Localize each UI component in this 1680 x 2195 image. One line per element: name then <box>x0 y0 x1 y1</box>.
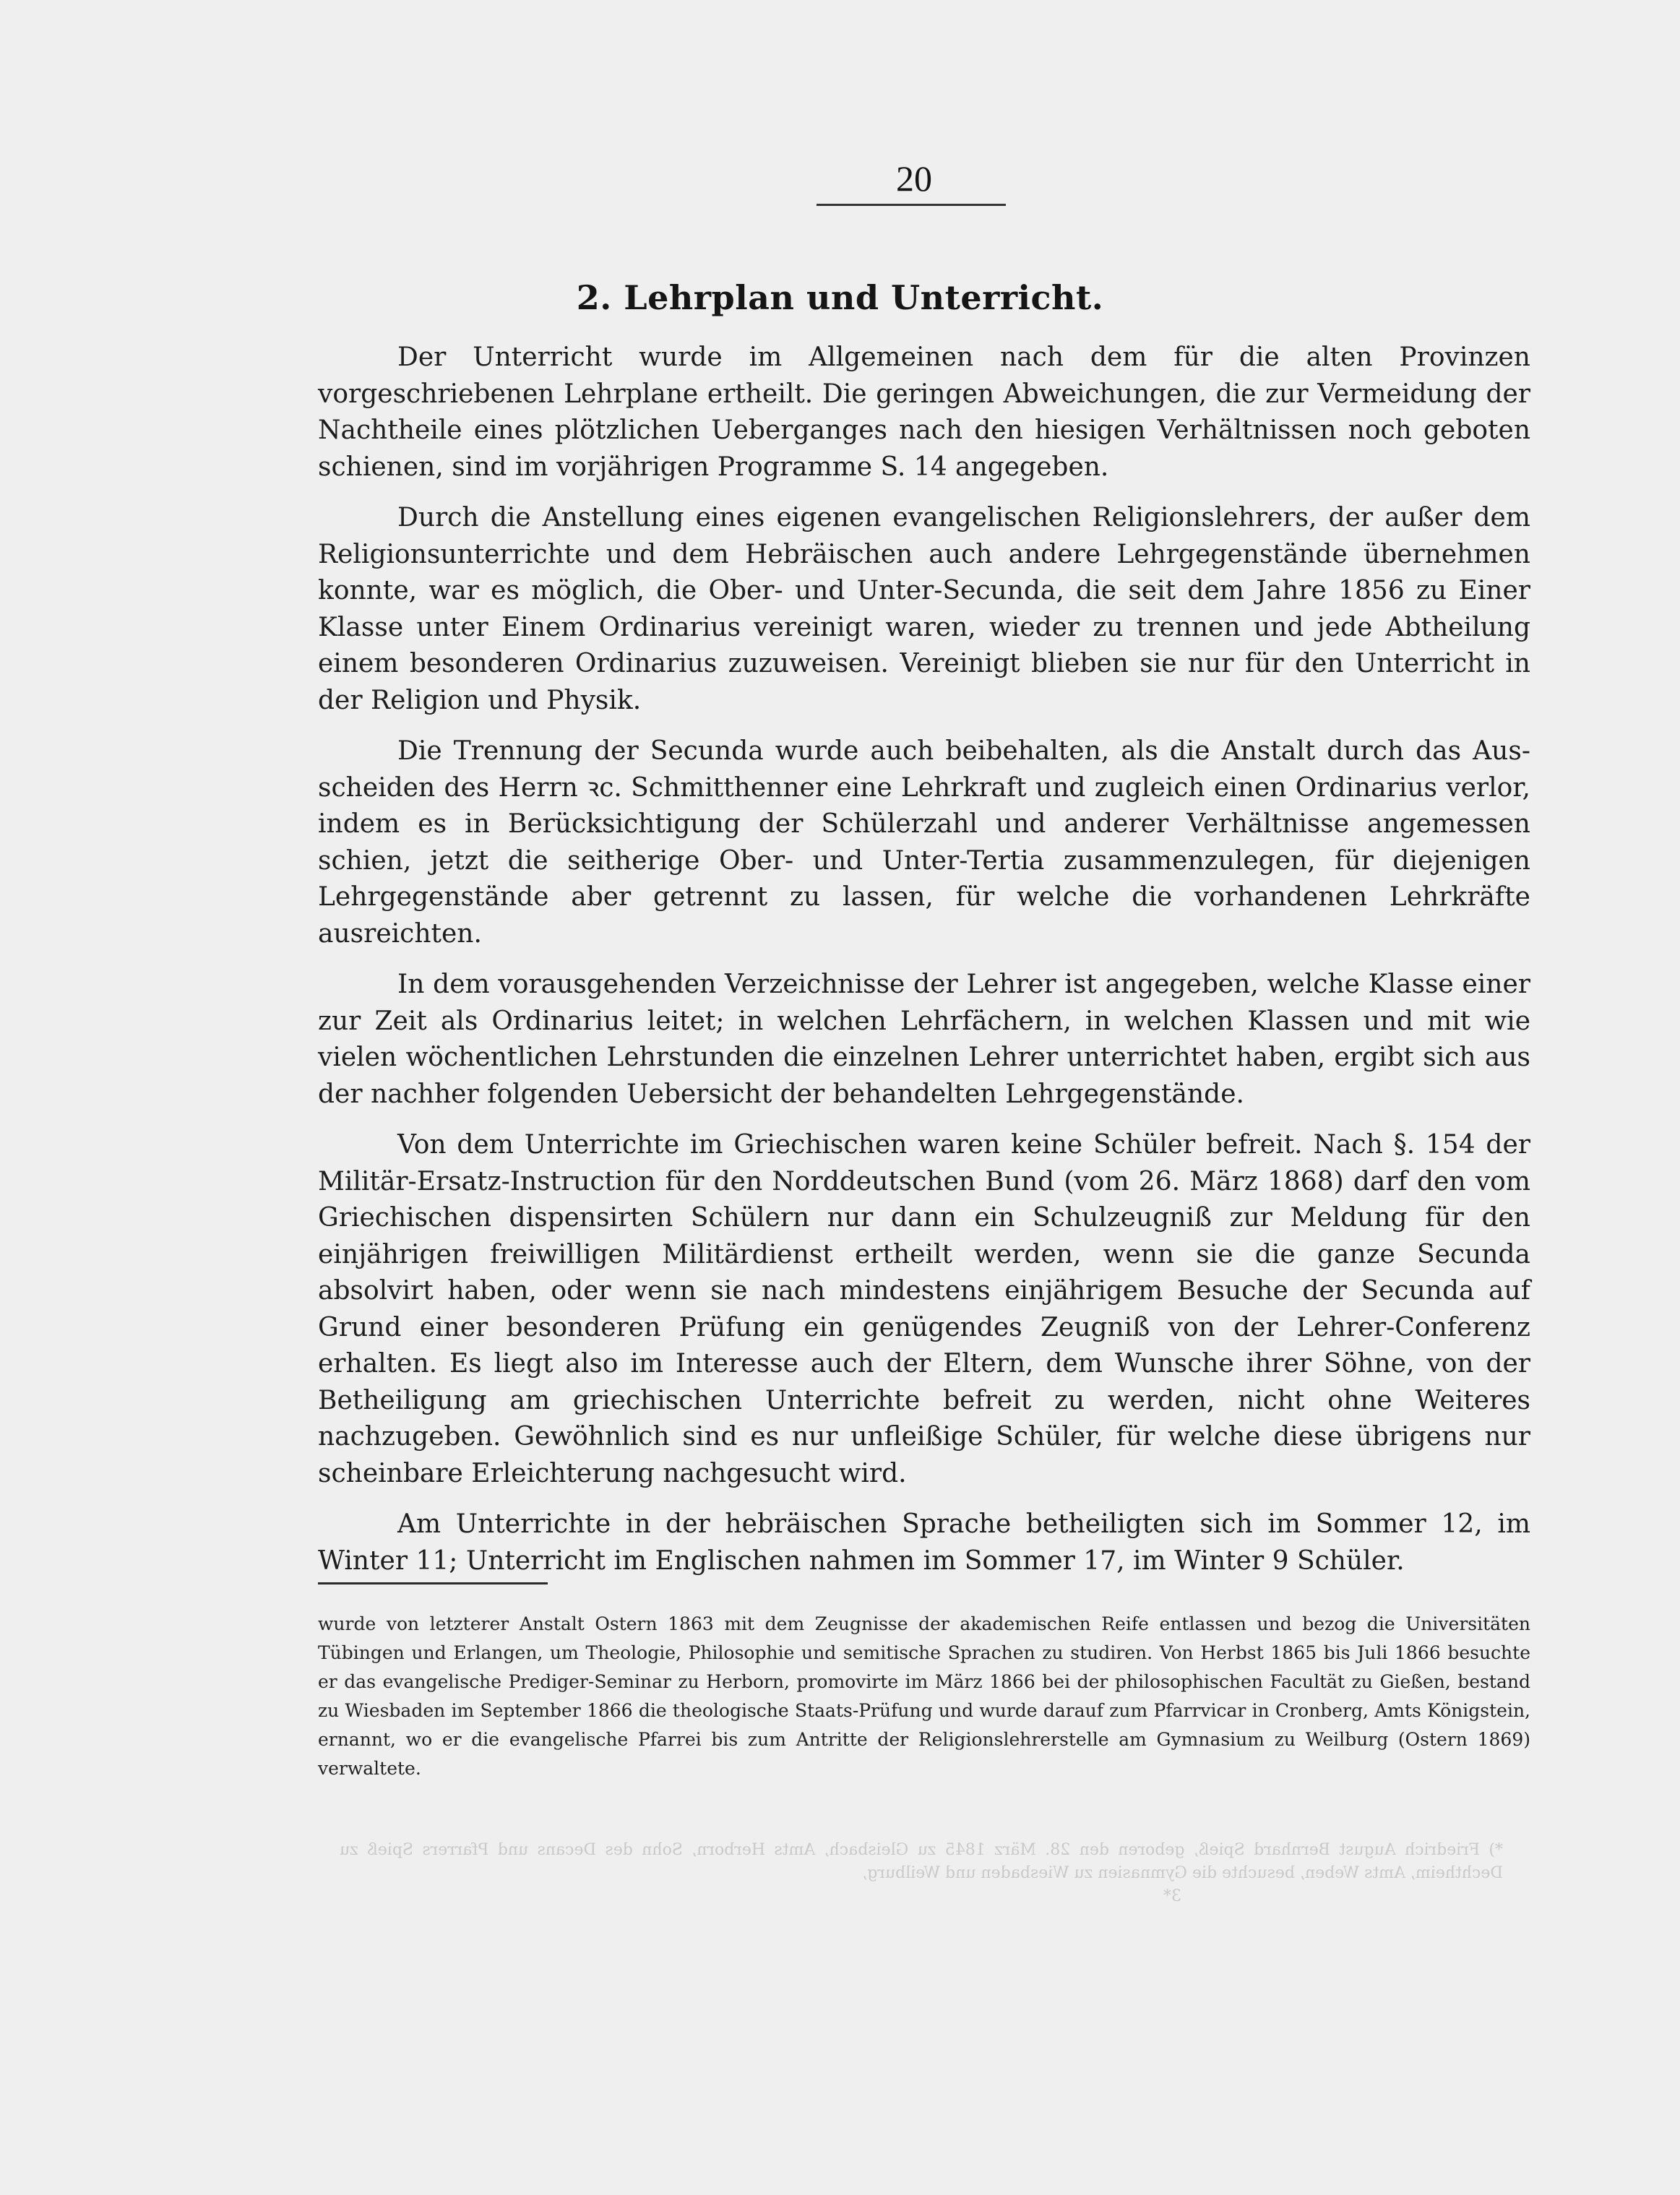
paragraph-hebraeisch-englisch: Am Unterrichte in der hebräischen Sprache betheiligten sich im Sommer 12, im Winter 11; Unterricht im Englischen nahmen im Sommer 17, im Winter 9 Schüler. <box>318 1509 1530 1576</box>
section-title: 2. Lehrplan und Unterricht. <box>576 278 1104 317</box>
bleed-through-text: *) Friedrich August Bernhard Spieß, geboren den 28. März 1845 zu Gleisbach, Amts Herborn, Sohn des Decans und Pfarrers Spieß zu Dechtheim, Amts Weben, besuchte die Gymnasien zu Wiesbaden und Weilburg, <box>340 1841 1503 1882</box>
paragraph-ordinarius: In dem vorausgehenden Verzeichnisse der Lehrer ist angegeben, welche Klasse einer zur Zeit als Ordinarius leitet; in welchen Lehrfächern, in welchen Klassen und mit wie vielen wöchentlichen Lehrstunden die einzelnen Lehrer unterrichtet haben, ergibt sich aus der nachher folgenden Uebersicht der behandelten Lehrgegenstände. <box>318 970 1530 1109</box>
bleed-through-signature-mark: 3* <box>1163 1887 1181 1905</box>
footnote-rule <box>318 1582 548 1584</box>
body-text <box>318 340 1530 1594</box>
footnote: wurde von letzterer Anstalt Ostern 1863 mit dem Zeugnisse der akademischen Reife entlassen und bezog die Universitäten Tübingen und Erlangen, um Theologie, Philosophie und semitische Sprachen zu studiren. Von Herbst 1865 bis Juli 1866 besuchte er das evangelische Prediger-Seminar zu Herborn, promovirte im März 1866 bei der philosophischen Facultät zu Gießen, bestand zu Wiesbaden im September 1866 die theologische Staats-Prüfung und wurde darauf zum Pfarrvicar in Cronberg, Amts Königstein, ernannt, wo er die evangelische Pfarrei bis zum Antritte der Religionslehrerstelle am Gymnasium zu Weilburg (Ostern 1869) verwaltete. <box>318 1613 1530 1779</box>
paragraph-religionslehrer: Durch die Anstellung eines eigenen evangelischen Religionslehrers, der außer dem Religionsunterrichte und dem Hebräischen auch andere Lehrgegenstände übernehmen konnte, war es möglich, die Ober- und Unter-Secunda, die seit dem Jahre 1856 zu Einer Klasse unter Einem Ordinarius vereinigt waren, wieder zu trennen und jede Abtheilung einem besonderen Ordinarius zuzuweisen. Vereinigt blieben sie nur für den Unterricht in der Religion und Physik. <box>318 503 1530 715</box>
paragraph-griechisch: Von dem Unterrichte im Griechischen waren keine Schüler befreit. Nach §. 154 der Militär-Ersatz-Instruction für den Norddeutschen Bund (vom 26. März 1868) darf den vom Griechischen dispensirten Schülern nur dann ein Schulzeugniß zur Meldung für den einjährigen freiwilligen Militärdienst ertheilt werden, wenn sie die ganze Secunda absolvirt haben, oder wenn sie nach mindestens einjährigem Besuche der Secunda auf Grund einer besonderen Prüfung ein genügendes Zeugniß von der Lehrer-Conferenz erhalten. Es liegt also im Interesse auch der Eltern, dem Wunsche ihrer Söhne, von der Betheiligung am griechischen Unterrichte befreit zu werden, nicht ohne Weiteres nachzugeben. Gewöhnlich sind es nur unfleißige Schüler, für welche diese übrigens nur scheinbare Erleichterung nachgesucht wird. <box>318 1130 1530 1488</box>
paragraph-lehrplan: Der Unterricht wurde im Allgemeinen nach dem für die alten Provinzen vorgeschriebenen Lehrplane ertheilt. Die geringen Abweichungen, die zur Vermeidung der Nachtheile eines plötzlichen Ueberganges nach den hiesigen Verhältnissen noch geboten schienen, sind im vorjährigen Programme S. 14 angegeben. <box>318 342 1530 482</box>
page-number: 20 <box>896 158 932 199</box>
page-number-rule <box>817 204 1006 206</box>
paragraph-secunda: Die Trennung der Secunda wurde auch beibehalten, als die Anstalt durch das Ausscheiden des Herrn ꝛc. Schmitthenner eine Lehrkraft und zugleich einen Ordinarius verlor, indem es in Berücksichtigung der Schülerzahl und anderer Verhältnisse angemessen schien, jetzt die seitherige Ober- und Unter-Tertia zusammenzulegen, für diejenigen Lehrgegenstände aber getrennt zu lassen, für welche die vorhandenen Lehrkräfte ausreichten. <box>318 736 1530 949</box>
